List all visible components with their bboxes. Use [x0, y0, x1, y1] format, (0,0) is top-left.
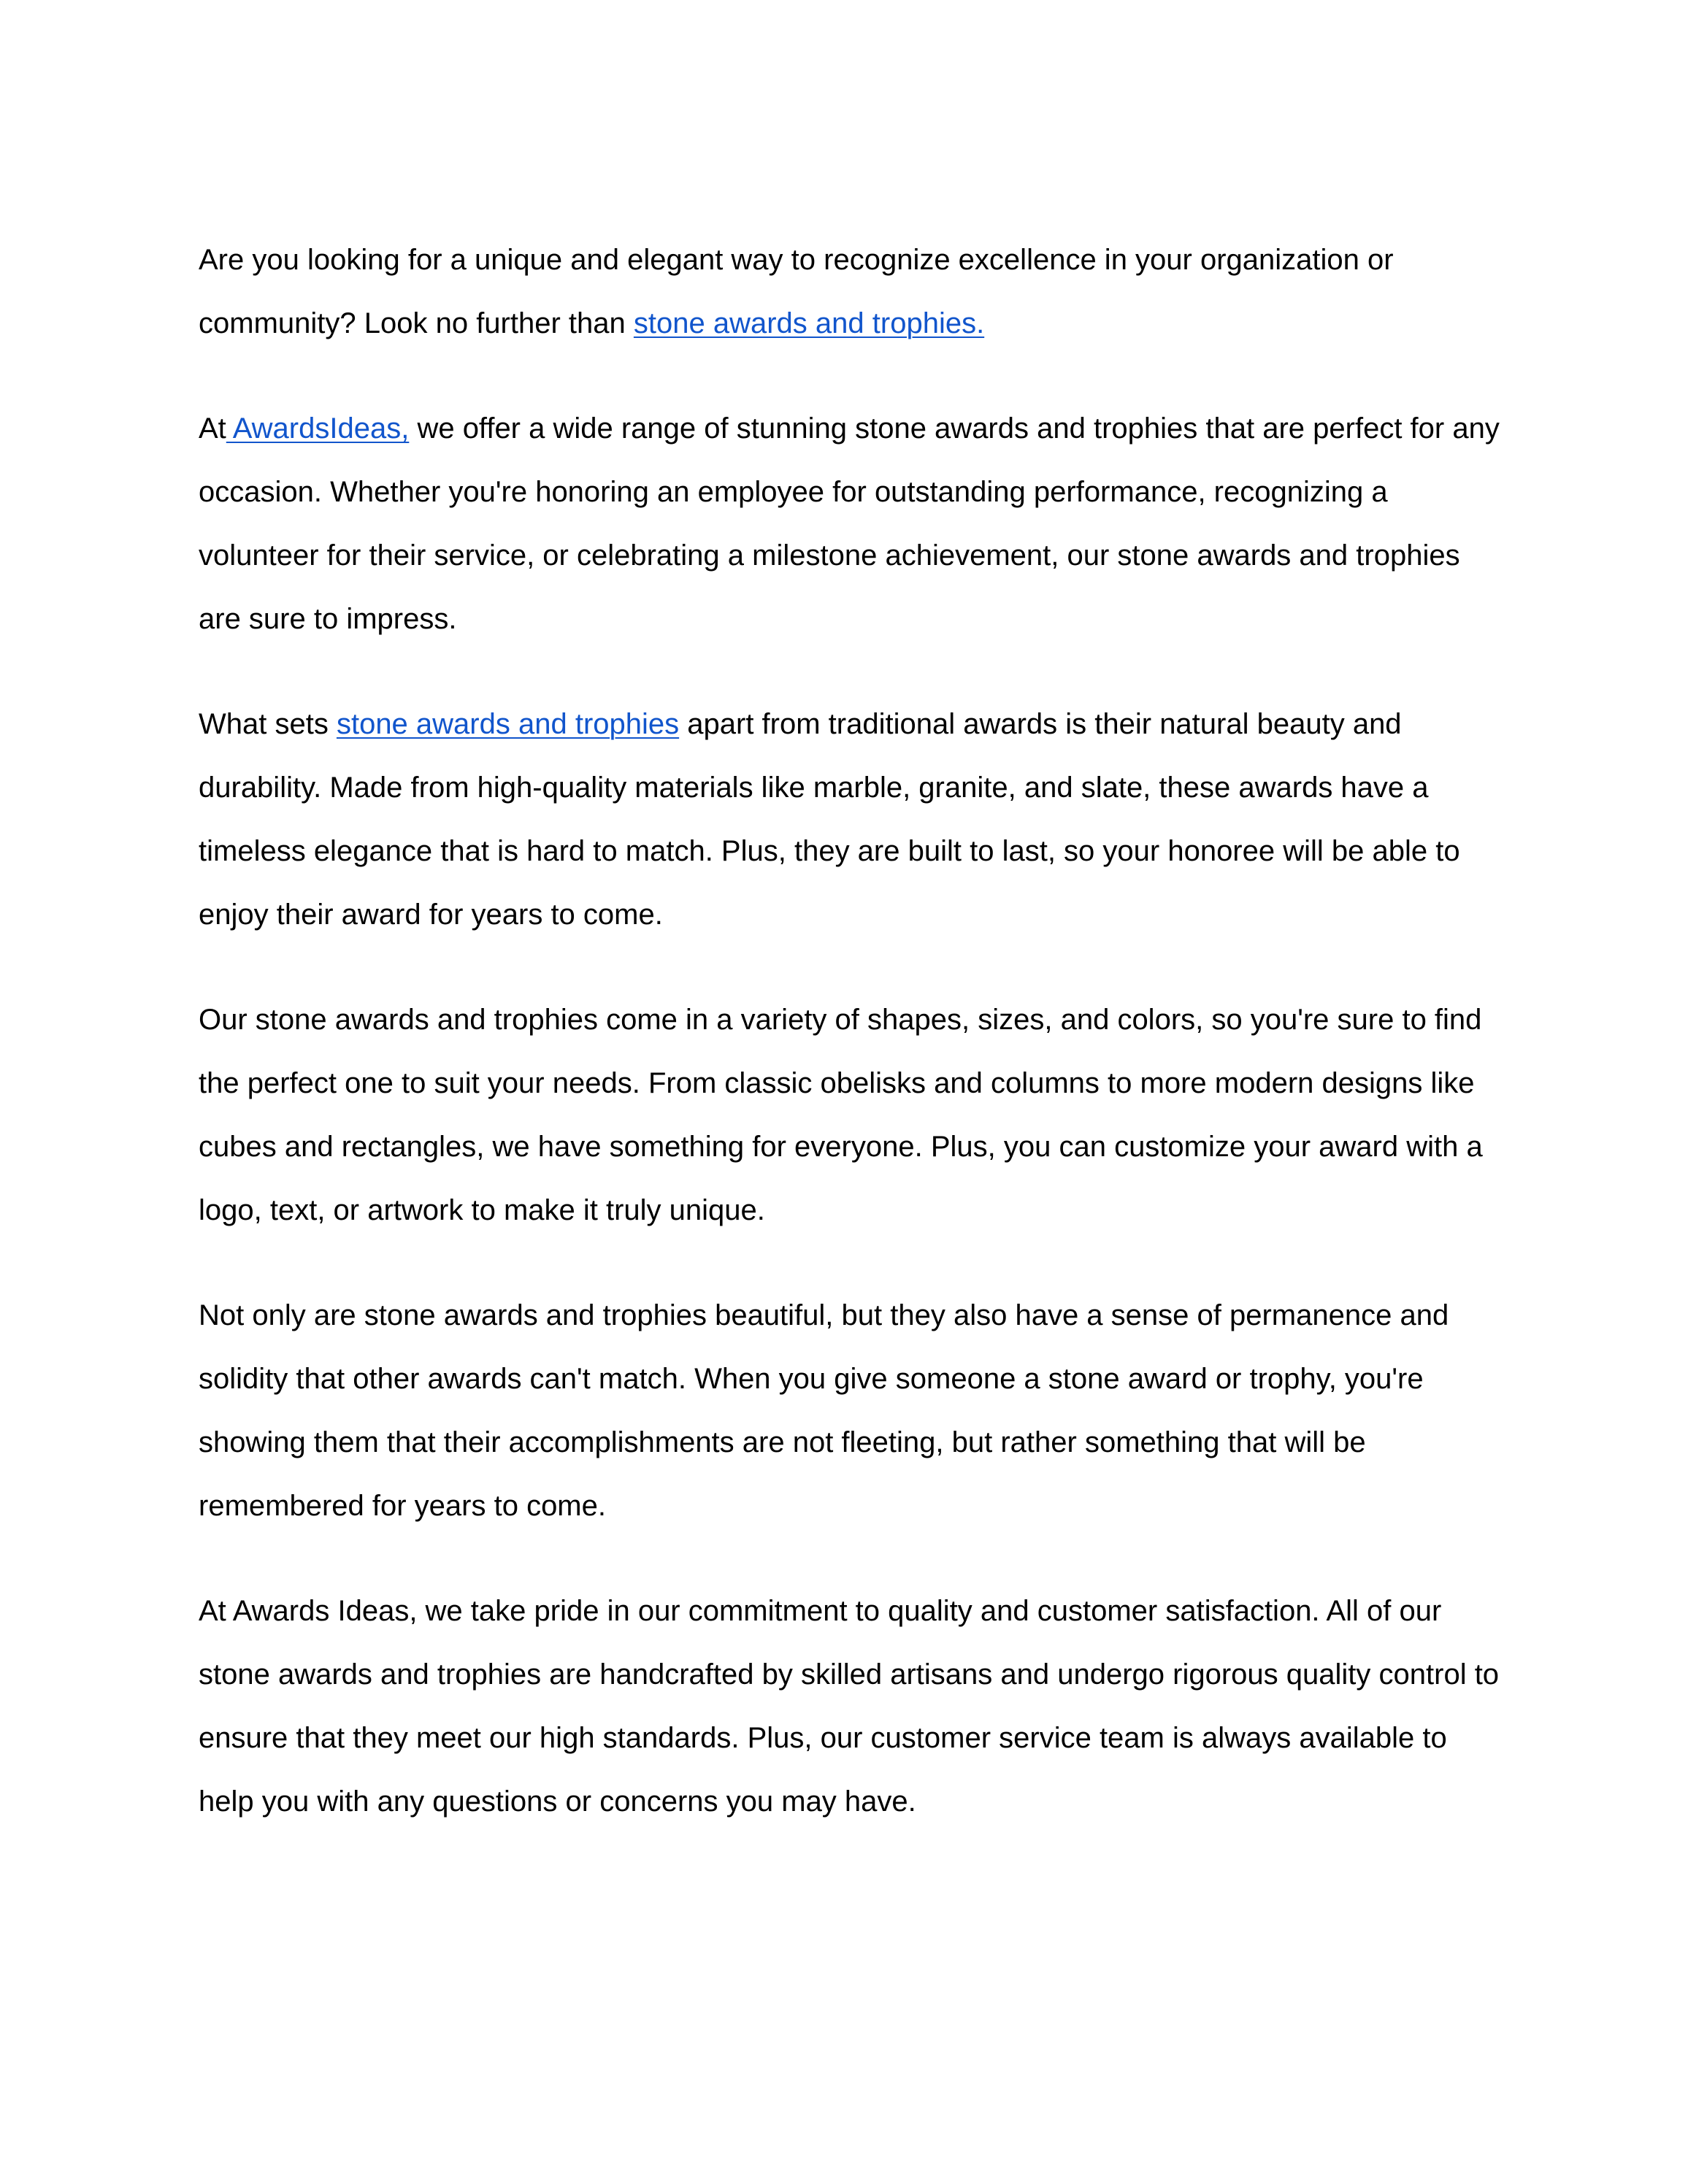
stone-awards-link[interactable]: stone awards and trophies. — [633, 307, 985, 339]
paragraph-difference — [199, 693, 1505, 947]
paragraph-intro-text: Are you looking for a unique and elegant way to recognize excellence in your organization or community? Look no further than — [199, 244, 1394, 339]
stone-awards-trophies-link[interactable]: stone awards and trophies — [336, 708, 680, 740]
document-body — [199, 228, 1505, 1834]
paragraph-difference-text-end: apart from traditional awards is their natural beauty and durability. Made from high-quality materials like marble, granite, and slate, these awards have a timeless elegance that is hard to match. Plus, they are built to last, so your honoree will be able to enjoy their award for years to come. — [199, 708, 1460, 931]
paragraph-offer — [199, 397, 1505, 651]
awardsideas-link[interactable]: AwardsIdeas, — [226, 412, 410, 445]
paragraph-offer-text-start: At — [199, 412, 226, 445]
paragraph-difference-text-start: What sets — [199, 708, 337, 740]
paragraph-variety: Our stone awards and trophies come in a variety of shapes, sizes, and colors, so you're sure to find the perfect one to suit your needs. From classic obelisks and columns to more modern designs like cubes and rectangles, we have something for everyone. Plus, you can customize your award with a logo, text, or artwork to make it truly unique. — [199, 1004, 1483, 1226]
paragraph-quality: At Awards Ideas, we take pride in our commitment to quality and customer satisfaction. All of our stone awards and trophies are handcrafted by skilled artisans and undergo rigorous quality control to ensure that they meet our high standards. Plus, our customer service team is always available to help you with any questions or concerns you may have. — [199, 1595, 1500, 1818]
paragraph-offer-text-end: we offer a wide range of stunning stone awards and trophies that are perfect for any occasion. Whether you're honoring an employee for outstanding performance, recognizing a volunteer for their service, or celebrating a milestone achievement, our stone awards and trophies are sure to impress. — [199, 412, 1500, 635]
paragraph-permanence: Not only are stone awards and trophies beautiful, but they also have a sense of permanence and solidity that other awards can't match. When you give someone a stone award or trophy, you're showing them that their accomplishments are not fleeting, but rather something that will be remembered for years to come. — [199, 1299, 1449, 1522]
paragraph-intro — [199, 228, 1505, 355]
